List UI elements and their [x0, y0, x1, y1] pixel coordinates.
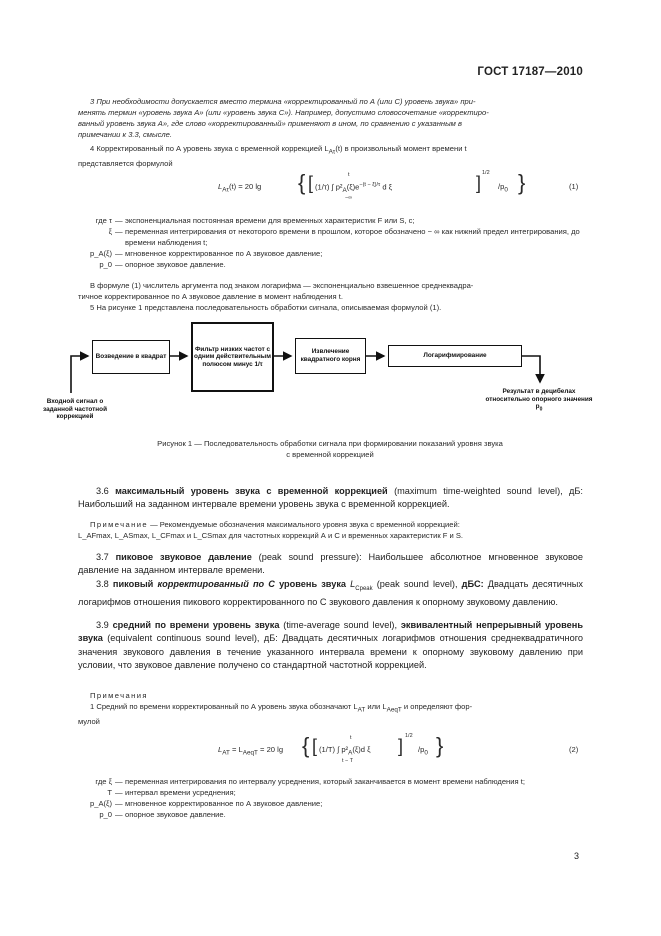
figure-caption: Рисунок 1 — Последовательность обработки сигнала при формировании показаний уровня звука с временной коррекцией [157, 439, 503, 459]
box-square: Возведение в квадрат [92, 340, 170, 374]
definition-row: где ξ — переменная интегрирования по интервалу усреднения, который заканчивается в момент времени наблюдения t; [95, 777, 525, 786]
note-5: 5 На рисунке 1 представлена последовательность обработки сигнала, описываемая формулой (1). [90, 303, 442, 312]
section-3-9: 3.9 средний по времени уровень звука (time-average sound level), эквивалентный непрерывный уровень звука (equivalent continuous sound level), дБ: Двадцать десятичных логарифмов отношения среднеквадратичного значения звукового давления в течение указанного интервала времени к опорному звуковому давлению при условии, что звуковое давление получено со стандартной частотной коррекцией. [78, 620, 583, 671]
formula-explanation: В формуле (1) числитель аргумента под знаком логарифма — экспоненциально взвешенное среднеквадра- тичное корректированное по А звуковое давление в момент наблюдения t. [78, 281, 474, 301]
note-4: 4 Корректированный по А уровень звука с временной коррекцией $L_{A\tau}(t)$ в произвольный момент времени t представляется формулой [78, 144, 467, 168]
formula-1: $L_{A\tau}(t) = 20$ lg { [ (1/τ) ∫ $p^2_A(\xi)e^{-(t - \xi)/\tau}$ d ξ t −∞ ] 1/2 $/p_0$ } [218, 170, 526, 201]
input-signal-label: Входной сигнал о заданной частотной коррекцией [42, 398, 107, 421]
notes-2: Примечания 1 Средний по времени корректированный по А уровень звука обозначают $L_{AT}$ или $L_{AeqT}$ и определяют фор- мулой [78, 691, 473, 726]
page-number: 3 [574, 851, 580, 861]
arrow-output [522, 356, 540, 382]
box-logarithm: Логарифмирование [388, 345, 522, 367]
box-sqrt: Извлечение квадратного корня [295, 338, 366, 374]
section-3-6: 3.6 максимальный уровень звука с временной коррекцией (maximum time-weighted sound level), дБ: Наибольший на заданном интервале времени уровень звука с временной коррекцией. [78, 486, 583, 510]
definitions-1 [44, 215, 584, 270]
standard-number: ГОСТ 17187—2010 [477, 66, 583, 78]
definition-row: p_0 — опорное звуковое давление. [99, 810, 226, 819]
section-3-8: 3.8 пиковый корректированный по С уровень звука $L_{Cpeak}$ (peak sound level), дБС: Двадцать десятичных логарифмов отношения пикового корректированного по С звукового давления к опорному звуковому давлению. [78, 579, 583, 608]
signal-diagram [40, 318, 620, 448]
definition-row: где τ — экспоненциальная постоянная времени для временных характеристик F или S, c; [95, 216, 415, 225]
equation-number-1: (1) [569, 182, 579, 191]
definition-row: T — интервал времени усреднения; [107, 788, 236, 797]
definition-row: ξ — переменная интегрирования от некоторого времени в прошлом, которое обозначено − ∞ как нижний предел интегрирования, до времени наблюдения t; [108, 227, 580, 247]
box-lowpass-filter: Фильтр низких частот с одним действительным полюсом минус 1/τ [191, 322, 274, 392]
definition-row: p_0 — опорное звуковое давление. [99, 260, 226, 269]
formula-2: $L_{AT} = L_{AeqT} = 20$ lg { [ (1/T) ∫ $p^2_A(\xi)d$ ξ t t − T ] 1/2 $/p_0$ } [218, 733, 444, 764]
section-3-6-note: Примечание — Рекомендуемые обозначения максимального уровня звука с временной коррекцией: L_AFmax, L_ASmax, L_CFmax и L_CSmax для частотных коррекций А и С и временных характеристик F и S. [78, 520, 464, 540]
definition-row: p_A(ξ) — мгновенное корректированное по А звуковое давление; [90, 249, 323, 258]
definition-row: p_A(ξ) — мгновенное корректированное по А звуковое давление; [90, 799, 323, 808]
output-result-label: Результат в децибелах относительно опорного значения $p_0$ [485, 388, 593, 413]
note-3: 3 При необходимости допускается вместо термина «корректированный по А (или С) уровень звука» при- менять термин «уровень звука А» (или «уровень звука С»). Например, допустимо словосочетание «корректиро- ванный уровень звука А», где слово «корректированный» применяют в ином, по сравнению с указанным в примечании к 3.3, смысле. [78, 97, 489, 139]
definitions-2 [44, 776, 584, 820]
section-3-7: 3.7 пиковое звуковое давление (peak sound pressure): Наибольшее абсолютное мгновенное звуковое давление на заданном интервале времени. [78, 552, 583, 576]
arrow-input [71, 356, 88, 393]
equation-number-2: (2) [569, 745, 579, 754]
